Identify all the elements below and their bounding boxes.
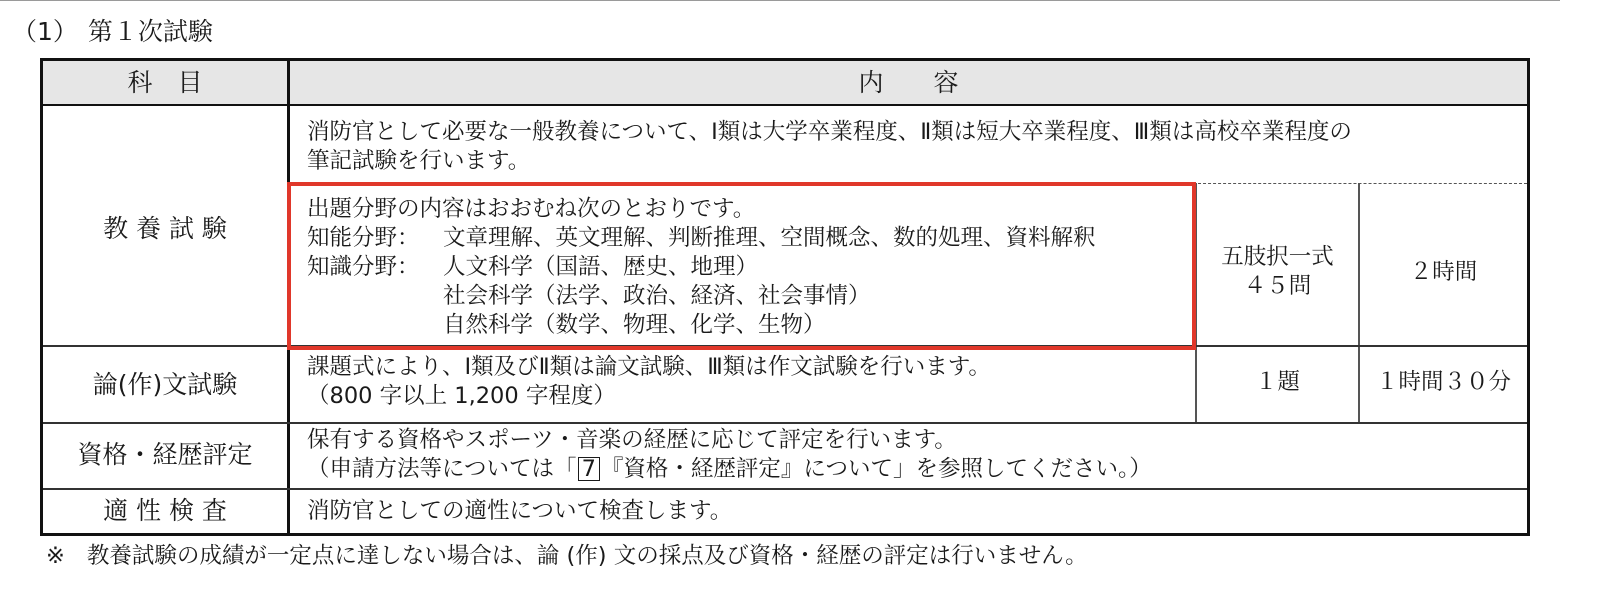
essay-count: １題 bbox=[1254, 369, 1300, 395]
general-intro-line1: 消防官として必要な一般教養について、Ⅰ類は大学卒業程度、Ⅱ類は短大卒業程度、Ⅲ類は高校卒業程度の bbox=[307, 119, 1352, 145]
footnote bbox=[46, 540, 1088, 572]
row-rule-3 bbox=[43, 488, 1527, 490]
knowledge-item-social: 社会科学（法学、政治、経済、社会事情） bbox=[443, 283, 871, 309]
footnote-mark: ※ bbox=[46, 543, 65, 569]
header-content: 内 容 bbox=[858, 68, 959, 97]
general-duration: ２時間 bbox=[1409, 259, 1478, 285]
fields-heading: 出題分野の内容はおおむね次のとおりです。 bbox=[307, 196, 756, 222]
section-heading: 第１次試験 bbox=[87, 17, 213, 46]
section-ref-box: 7 bbox=[578, 457, 600, 481]
highlight-box bbox=[287, 182, 1196, 350]
general-format-line2: ４５問 bbox=[1243, 273, 1312, 299]
intelligence-label: 知能分野： bbox=[307, 225, 420, 251]
knowledge-item-natural: 自然科学（数学、物理、化学、生物） bbox=[443, 312, 826, 338]
header-rule bbox=[43, 104, 1527, 106]
section-number: （1） bbox=[12, 17, 78, 46]
subject-essay-exam: 論(作)文試験 bbox=[92, 370, 238, 399]
essay-line1: 課題式により、Ⅰ類及びⅡ類は論文試験、Ⅲ類は作文試験を行います。 bbox=[307, 354, 991, 380]
general-intro-line2: 筆記試験を行います。 bbox=[307, 148, 531, 174]
intelligence-items: 文章理解、英文理解、判断推理、空間概念、数的処理、資料解釈 bbox=[443, 225, 1096, 251]
top-divider bbox=[0, 0, 1560, 1]
row-rule-2 bbox=[43, 422, 1527, 424]
footnote-text: 教養試験の成績が一定点に達しない場合は、論 (作) 文の採点及び資格・経歴の評定は行いません。 bbox=[86, 543, 1088, 569]
qualification-line2-suffix: 『資格・経歴評定』について」を参照してください。） bbox=[600, 456, 1152, 482]
essay-line2: （800 字以上 1,200 字程度） bbox=[307, 383, 616, 409]
knowledge-label: 知識分野： bbox=[307, 254, 420, 280]
general-format-line1: 五肢択一式 bbox=[1221, 244, 1334, 270]
dashed-separator bbox=[1193, 183, 1527, 184]
qualification-line2 bbox=[307, 455, 1152, 484]
aptitude-line1: 消防官としての適性について検査します。 bbox=[307, 498, 733, 524]
qualification-line1: 保有する資格やスポーツ・音楽の経歴に応じて評定を行います。 bbox=[307, 427, 957, 453]
subject-general-exam: 教 養 試 験 bbox=[103, 214, 227, 243]
subject-qualification: 資格・経歴評定 bbox=[77, 440, 253, 469]
knowledge-item-humanities: 人文科学（国語、歴史、地理） bbox=[443, 254, 759, 280]
subject-aptitude: 適 性 検 査 bbox=[103, 496, 227, 525]
essay-duration: １時間３０分 bbox=[1375, 369, 1511, 395]
header-subject: 科 目 bbox=[127, 68, 203, 97]
qualification-line2-prefix: （申請方法等については「 bbox=[307, 456, 577, 482]
section-title bbox=[12, 14, 213, 50]
